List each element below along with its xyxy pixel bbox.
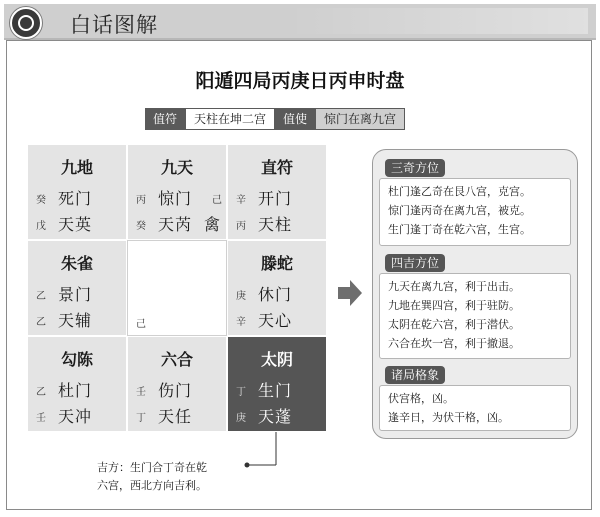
siji-label: 四吉方位 bbox=[385, 254, 445, 272]
logo-icon bbox=[10, 7, 42, 39]
star: 天蓬 bbox=[258, 407, 293, 426]
header-bar bbox=[4, 4, 596, 40]
palace-w bbox=[27, 240, 127, 336]
header-title: 白话图解 bbox=[70, 13, 158, 37]
palace-ne bbox=[227, 144, 327, 240]
door: 开门 bbox=[258, 189, 293, 208]
stem: 辛 bbox=[236, 195, 246, 206]
note-line-2: 六宫，西北方向吉利。 bbox=[97, 479, 207, 492]
star: 天芮 bbox=[158, 215, 193, 234]
door: 生门 bbox=[258, 381, 293, 400]
stem: 丙 bbox=[136, 195, 146, 206]
stem: 乙 bbox=[36, 387, 46, 398]
geju-box bbox=[379, 385, 571, 431]
stem-right: 己 bbox=[212, 195, 222, 206]
star: 天柱 bbox=[258, 215, 293, 234]
stem: 辛 bbox=[236, 317, 246, 328]
stem: 壬 bbox=[36, 413, 46, 424]
sanqi-line: 杜门逢乙奇在艮八宫，克宫。 bbox=[388, 185, 531, 198]
sanqi-box bbox=[379, 178, 571, 246]
siji-line: 九天在离九宫，利于出击。 bbox=[388, 280, 520, 293]
palace-n bbox=[127, 144, 227, 240]
palace-god: 九地 bbox=[60, 158, 93, 177]
stem: 丁 bbox=[236, 387, 246, 398]
star: 天英 bbox=[58, 215, 93, 234]
door: 死门 bbox=[58, 189, 93, 208]
palace-god: 直符 bbox=[260, 158, 293, 177]
siji-line: 六合在坎一宫，利于撤退。 bbox=[388, 337, 520, 350]
palace-e bbox=[227, 240, 327, 336]
zhifu-value: 天柱在坤二宫 bbox=[185, 108, 275, 130]
door: 惊门 bbox=[158, 189, 193, 208]
siji-line: 太阴在乾六宫，利于潜伏。 bbox=[388, 318, 520, 331]
palace-god: 勾陈 bbox=[60, 350, 93, 369]
palace-sw bbox=[27, 336, 127, 432]
door: 杜门 bbox=[58, 381, 93, 400]
star: 天心 bbox=[258, 311, 293, 330]
zhishi-label: 值使 bbox=[275, 108, 315, 130]
palace-god: 太阴 bbox=[260, 350, 293, 369]
nine-palace-grid bbox=[27, 144, 327, 432]
stem: 庚 bbox=[236, 291, 246, 302]
sanqi-label: 三奇方位 bbox=[385, 159, 445, 177]
palace-god: 九天 bbox=[160, 158, 193, 177]
geju-line: 逢辛日，为伏干格，凶。 bbox=[388, 411, 509, 424]
palace-god: 朱雀 bbox=[60, 254, 93, 273]
sanqi-line: 生门逢丁奇在乾六宫，生宫。 bbox=[388, 223, 531, 236]
palace-center bbox=[127, 240, 227, 336]
door: 伤门 bbox=[158, 381, 193, 400]
siji-box bbox=[379, 273, 571, 359]
analysis-panel bbox=[372, 149, 578, 439]
note-line-1: 吉方：生门合丁奇在乾 bbox=[97, 461, 207, 474]
stem: 乙 bbox=[36, 317, 46, 328]
palace-god: 滕蛇 bbox=[260, 254, 293, 273]
stem: 戊 bbox=[36, 221, 46, 232]
stem: 乙 bbox=[36, 291, 46, 302]
arrow-right-icon bbox=[338, 280, 362, 306]
palace-se bbox=[227, 336, 327, 432]
stem: 庚 bbox=[236, 413, 246, 424]
stem: 丁 bbox=[136, 413, 146, 424]
palace-god: 六合 bbox=[160, 350, 193, 369]
stem: 癸 bbox=[36, 195, 46, 206]
star-extra: 禽 bbox=[204, 215, 222, 234]
star: 天辅 bbox=[58, 311, 93, 330]
siji-line: 九地在巽四宫，利于驻防。 bbox=[388, 299, 520, 312]
sanqi-line: 惊门逢丙奇在离九宫，被克。 bbox=[388, 204, 531, 217]
star: 天任 bbox=[158, 407, 193, 426]
star: 天冲 bbox=[58, 407, 93, 426]
zhifu-zhishi-bar bbox=[145, 108, 405, 130]
door: 休门 bbox=[258, 285, 293, 304]
header-decoration bbox=[288, 8, 588, 34]
door: 景门 bbox=[58, 285, 93, 304]
geju-label: 诸局格象 bbox=[385, 366, 445, 384]
center-stem: 己 bbox=[136, 319, 146, 330]
palace-nw bbox=[27, 144, 127, 240]
palace-s bbox=[127, 336, 227, 432]
main-title: 阳遁四局丙庚日丙申时盘 bbox=[195, 70, 405, 92]
stem: 丙 bbox=[236, 221, 246, 232]
geju-line: 伏宫格，凶。 bbox=[388, 392, 454, 405]
stem: 壬 bbox=[136, 387, 146, 398]
zhishi-value: 惊门在离九宫 bbox=[315, 108, 405, 130]
stem: 癸 bbox=[136, 221, 146, 232]
zhifu-label: 值符 bbox=[145, 108, 185, 130]
